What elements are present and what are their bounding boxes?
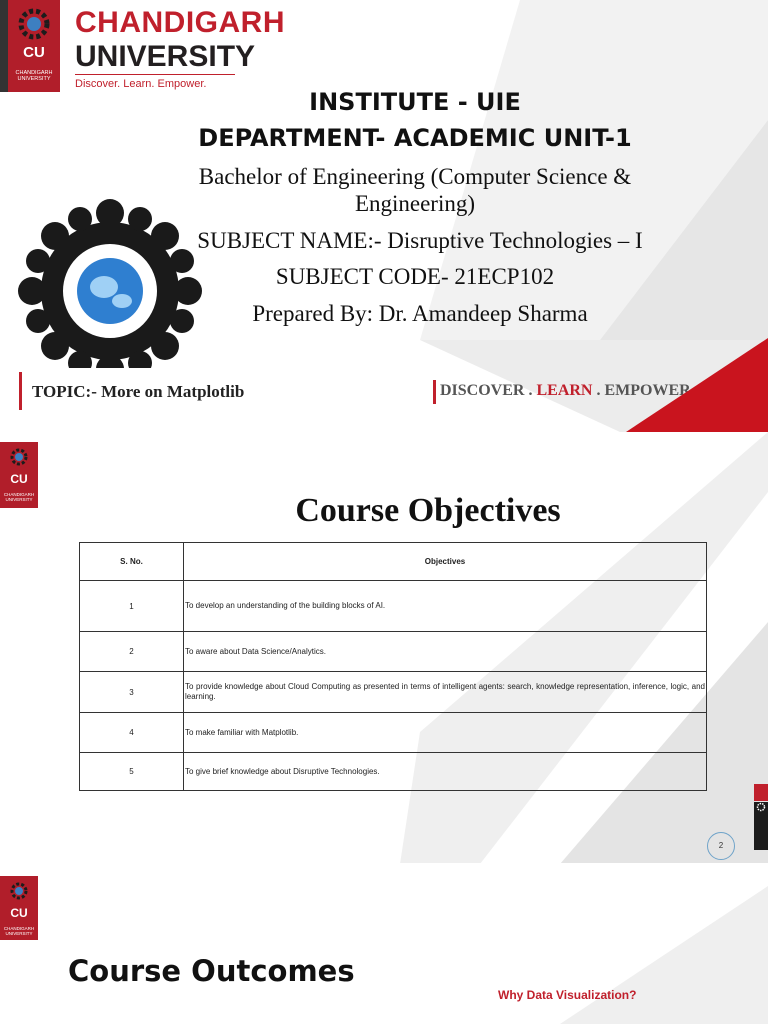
title-slide [0,0,768,432]
gear-globe-icon [14,4,54,44]
row-objective: To aware about Data Science/Analytics. [184,632,707,672]
row-objective: To give brief knowledge about Disruptive Technologies. [184,753,707,791]
cu-logo [0,876,38,940]
cu-badge-text: CU [23,44,45,61]
motto-accent-bar [433,380,436,404]
gear-icon [756,802,766,812]
row-sno: 2 [80,632,184,672]
row-sno: 1 [80,581,184,632]
cu-badge-subtext: CHANDIGARH UNIVERSITY [3,492,35,502]
gear-globe-icon [5,198,210,368]
slide-title: Course Objectives [295,492,561,529]
topic-text: TOPIC:- More on Matplotlib [32,382,245,401]
table-row [80,672,707,713]
brand-name-line1: CHANDIGARH [75,6,285,39]
header-objectives: Objectives [184,543,707,581]
row-sno: 3 [80,672,184,713]
table-header-row [80,543,707,581]
edge-red-block [754,784,768,801]
department-heading: DEPARTMENT- ACADEMIC UNIT-1 [198,124,632,152]
topic-accent-bar [19,372,22,410]
institute-heading: INSTITUTE - UIE [309,88,521,116]
gear-globe-icon [8,880,30,902]
subject-code: SUBJECT CODE- 21ECP102 [275,264,555,289]
row-sno: 4 [80,713,184,753]
motto-learn: LEARN [536,382,593,399]
objectives-table [79,542,707,791]
row-objective: To make familiar with Matplotlib. [184,713,707,753]
objectives-slide [0,432,768,864]
motto-discover: DISCOVER . [440,382,537,399]
background-diagonal-shape [0,866,768,1024]
degree-text: Bachelor of Engineering (Computer Science & Engineering) [198,164,632,216]
slide-title: Course Outcomes [68,954,355,988]
gear-globe-icon [8,446,30,468]
motto-empower: . EMPOWER [592,382,691,399]
brand-tagline: Discover. Learn. Empower. [75,78,207,90]
brand-underline [75,74,235,75]
prepared-by: Prepared By: Dr. Amandeep Sharma [252,301,588,326]
cu-badge-subtext: CHANDIGARH UNIVERSITY [15,70,53,82]
red-corner-triangle [626,338,768,432]
row-objective: To provide knowledge about Cloud Computing as presented in terms of intelligent agents: search, knowledge representation, inference, logic, and learning. [184,672,707,713]
slide-subtitle: Why Data Visualization? [498,988,637,1002]
table-row [80,753,707,791]
brand-name-line2: UNIVERSITY [75,40,256,73]
cu-logo [0,0,60,92]
cu-badge-text: CU [10,472,28,486]
subject-name: SUBJECT NAME:- Disruptive Technologies – I [197,228,643,253]
table-row [80,713,707,753]
table-row [80,632,707,672]
table-row [80,581,707,632]
page-number: 2 [707,832,735,860]
row-objective: To develop an understanding of the building blocks of AI. [184,581,707,632]
outcomes-slide [0,866,768,1024]
row-sno: 5 [80,753,184,791]
cu-badge-subtext: CHANDIGARH UNIVERSITY [3,926,35,936]
header-sno: S. No. [80,543,184,581]
cu-badge-text: CU [10,906,28,920]
